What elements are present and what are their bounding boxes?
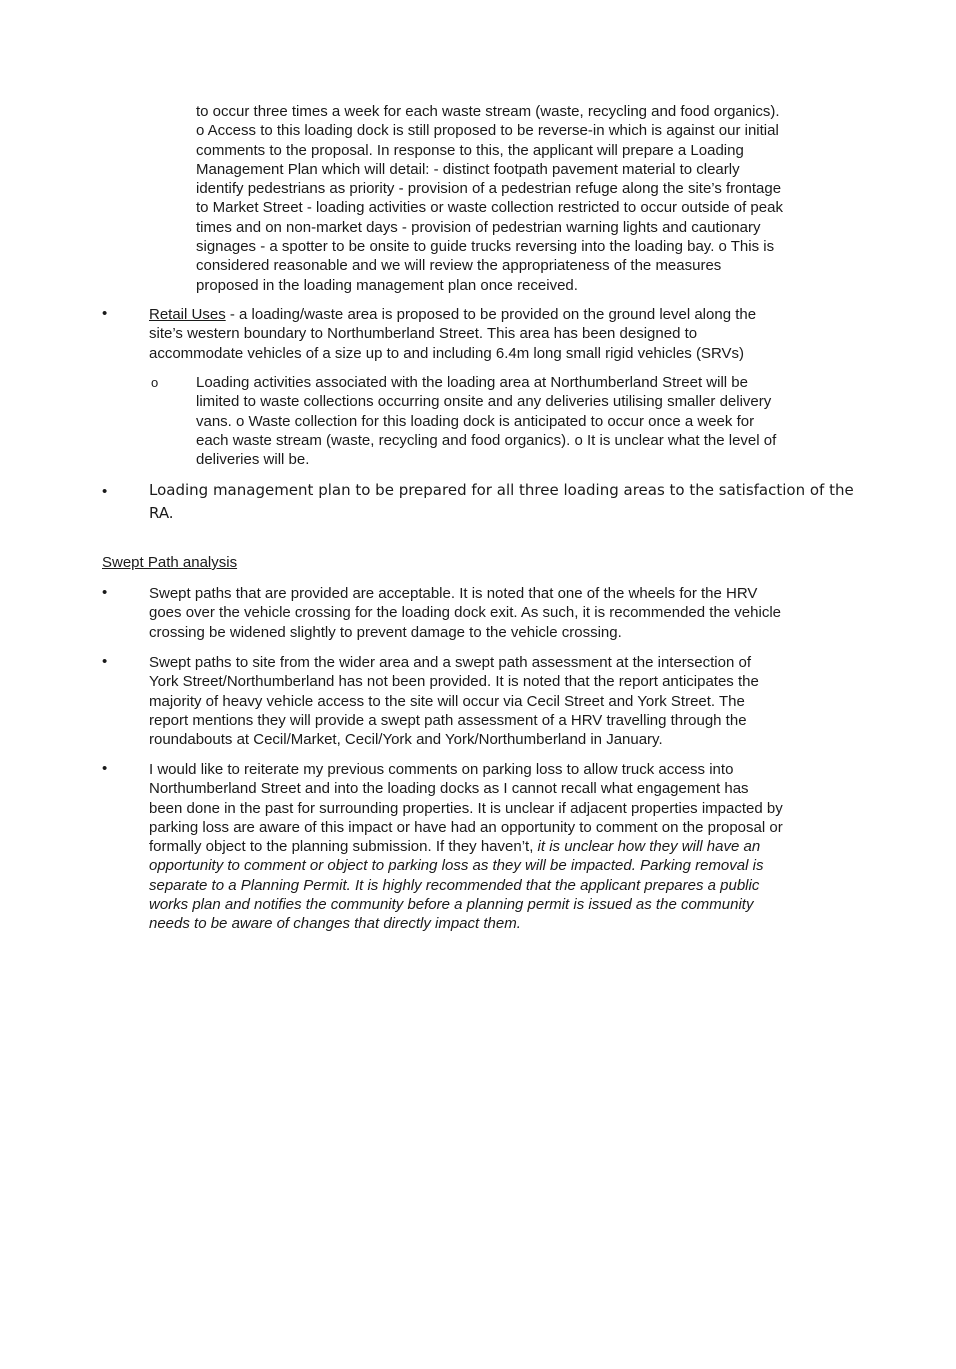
bullet-marker: • bbox=[102, 653, 108, 670]
text-line: York Street/Northumberland has not been provided. It is noted that the report anticipates the bbox=[149, 673, 759, 691]
bullet-marker: • bbox=[102, 483, 108, 500]
text-line: Swept paths that are provided are acceptable. It is noted that one of the wheels for the HRV bbox=[149, 585, 758, 602]
italic-text: separate to a Planning Permit. It is highly recommended that the applicant prepares a public bbox=[149, 876, 760, 894]
italic-text: opportunity to comment or object to parking loss as they will be impacted. Parking removal is bbox=[149, 857, 764, 875]
text-line: goes over the vehicle crossing for the loading dock exit. As such, it is recommended the vehicle bbox=[149, 604, 781, 622]
text-line: Loading activities associated with the loading area at Northumberland Street will be bbox=[196, 374, 748, 391]
text-line: signages - a spotter to be onsite to guide trucks reversing into the loading bay. o This is bbox=[196, 238, 775, 256]
text-line: comments to the proposal. In response to this, the applicant will prepare a Loading bbox=[196, 141, 744, 159]
italic-text: works plan and notifies the community before a planning permit is issued as the community bbox=[149, 896, 754, 914]
sub-bullet-marker: o bbox=[151, 375, 159, 390]
retail-uses-item bbox=[149, 305, 861, 363]
text-line: accommodate vehicles of a size up to and including 6.4m long small rigid vehicles (SRVs) bbox=[149, 344, 745, 362]
bullet-marker: • bbox=[102, 760, 108, 777]
text-line: identify pedestrians as priority - provision of a pedestrian refuge along the site’s frontage bbox=[196, 180, 782, 198]
text-line: RA. bbox=[149, 504, 174, 522]
text-line: to Market Street - loading activities or waste collection restricted to occur outside of peak bbox=[196, 199, 783, 217]
loading-plan-item bbox=[149, 479, 861, 525]
text-line: Management Plan which will detail: - distinct footpath pavement material to clearly bbox=[196, 160, 740, 178]
text-line: parking loss are aware of this impact or have had an opportunity to comment on the proposal or bbox=[149, 818, 783, 836]
text-line: limited to waste collections occurring onsite and any deliveries utilising smaller delivery bbox=[196, 393, 772, 411]
text-line: I would like to reiterate my previous comments on parking loss to allow truck access into bbox=[149, 761, 734, 778]
text-line: o Access to this loading dock is still proposed to be reverse-in which is against our initial bbox=[196, 122, 779, 140]
text-line: formally object to the planning submission. If they haven’t, bbox=[149, 838, 538, 856]
retail-uses-label: Retail Uses bbox=[149, 306, 226, 323]
text-line: each waste stream (waste, recycling and food organics). o It is unclear what the level of bbox=[196, 431, 777, 449]
text-line: Swept paths to site from the wider area and a swept path assessment at the intersection of bbox=[149, 654, 751, 671]
text-line: Loading management plan to be prepared for all three loading areas to the satisfaction of the bbox=[149, 481, 854, 499]
italic-text: it is unclear how they will have an bbox=[537, 838, 761, 856]
bullet-marker: • bbox=[102, 584, 108, 601]
text-line: vans. o Waste collection for this loading dock is anticipated to occur once a week for bbox=[196, 412, 755, 430]
text-line: crossing be widened slightly to prevent damage to the vehicle crossing. bbox=[149, 623, 622, 641]
swept-path-item-3 bbox=[149, 760, 861, 934]
text-line: deliveries will be. bbox=[196, 451, 310, 469]
text-line: report mentions they will provide a swept path assessment of a HRV travelling through the bbox=[149, 711, 747, 729]
italic-text: needs to be aware of changes that directly impact them. bbox=[149, 915, 521, 933]
text-line: - a loading/waste area is proposed to be provided on the ground level along the bbox=[225, 306, 757, 323]
text-line: considered reasonable and we will review the appropriateness of the measures bbox=[196, 257, 722, 275]
text-line: roundabouts at Cecil/Market, Cecil/York and York/Northumberland in January. bbox=[149, 731, 663, 749]
text-line: times and on non-market days - provision of pedestrian warning lights and cautionary bbox=[196, 218, 761, 236]
text-line: Northumberland Street and into the loading docks as I cannot recall what engagement has bbox=[149, 780, 749, 798]
swept-path-item-1 bbox=[149, 584, 861, 642]
swept-path-item-2 bbox=[149, 653, 861, 749]
text-line: been done in the past for surrounding properties. It is unclear if adjacent properties impacted by bbox=[149, 799, 783, 817]
text-line: to occur three times a week for each waste stream (waste, recycling and food organics). bbox=[196, 103, 780, 120]
text-line: majority of heavy vehicle access to the site will occur via Cecil Street and York Street. The bbox=[149, 692, 745, 710]
text-line: site’s western boundary to Northumberland Street. This area has been designed to bbox=[149, 325, 698, 343]
continuation-paragraph bbox=[196, 102, 864, 295]
bullet-marker: • bbox=[102, 305, 108, 322]
text-line: proposed in the loading management plan once received. bbox=[196, 276, 578, 294]
retail-sub-item bbox=[196, 373, 856, 469]
section-heading: Swept Path analysis bbox=[102, 554, 238, 571]
